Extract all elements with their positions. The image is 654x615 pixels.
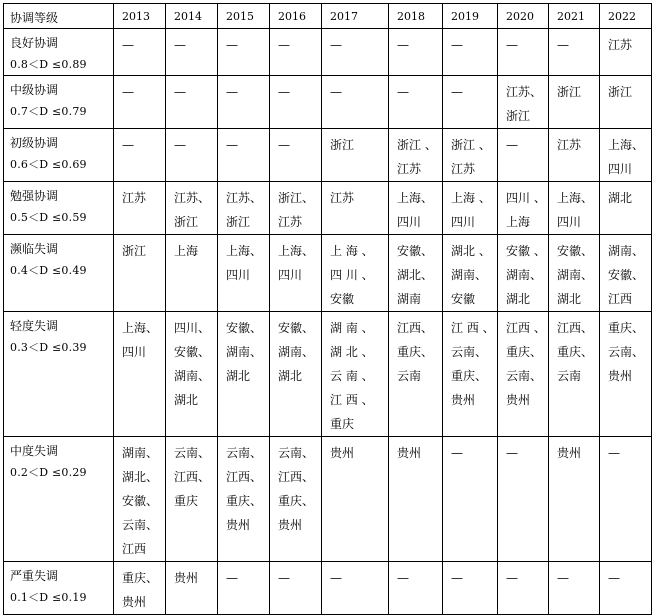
province-cell [114, 129, 166, 182]
province-entry: 安徽、 [226, 321, 263, 335]
province-cell [443, 129, 498, 182]
province-entry: 江苏 [122, 191, 147, 205]
province-entry: — [278, 571, 290, 585]
province-entry: — [330, 38, 342, 52]
province-entry: 江西、 [278, 470, 315, 484]
province-cell [270, 437, 322, 562]
province-entry: 贵州 [608, 369, 633, 383]
province-cell [270, 129, 322, 182]
province-cell [443, 235, 498, 312]
province-cell [498, 76, 549, 129]
province-entry: 湖北 [557, 292, 582, 306]
province-cell [270, 76, 322, 129]
province-cell [218, 29, 270, 76]
province-entry: — [557, 38, 569, 52]
level-name: 初级协调 [10, 136, 59, 150]
province-entry: 重庆、 [557, 345, 594, 359]
year-header: 2013 [114, 4, 166, 29]
province-entry: 江苏 [278, 215, 303, 229]
province-entry: 上海、 [278, 244, 315, 258]
province-cell [166, 562, 218, 615]
province-cell [549, 182, 600, 235]
province-entry: 湖 北 、 [330, 345, 374, 359]
table-row [4, 312, 652, 437]
province-cell [600, 76, 652, 129]
province-entry: 上 海 、 [330, 244, 374, 258]
province-cell [166, 29, 218, 76]
level-range: 0.8＜D ≤0.89 [10, 58, 87, 71]
province-entry: — [278, 138, 290, 152]
province-cell [114, 437, 166, 562]
province-entry: 湖北 [506, 292, 531, 306]
province-cell [549, 437, 600, 562]
province-entry: 江西 [608, 292, 633, 306]
province-entry: — [278, 38, 290, 52]
province-cell [114, 76, 166, 129]
province-cell [166, 437, 218, 562]
province-entry: — [226, 138, 238, 152]
province-cell [322, 76, 389, 129]
province-cell [549, 235, 600, 312]
province-entry: 四 川 、 [330, 268, 374, 282]
province-cell [443, 182, 498, 235]
header-row [4, 4, 652, 29]
province-cell [218, 129, 270, 182]
province-entry: — [506, 138, 518, 152]
province-cell [600, 182, 652, 235]
province-cell [218, 235, 270, 312]
province-cell [498, 312, 549, 437]
table-row [4, 29, 652, 76]
province-cell [389, 129, 443, 182]
table-row [4, 437, 652, 562]
province-entry: 江苏 [557, 138, 582, 152]
province-entry: 上海、 [226, 244, 263, 258]
province-entry: — [122, 138, 134, 152]
province-entry: — [122, 85, 134, 99]
province-cell [322, 235, 389, 312]
province-entry: — [174, 38, 186, 52]
level-cell [4, 312, 114, 437]
province-entry: 浙江 [174, 215, 199, 229]
province-entry: 四川 [278, 268, 303, 282]
table-body [4, 29, 652, 615]
province-entry: 湖南、 [278, 345, 315, 359]
province-entry: 湖南、 [451, 268, 488, 282]
province-cell [389, 182, 443, 235]
province-entry: 云南、 [174, 446, 211, 460]
province-entry: 四川 [608, 162, 633, 176]
province-cell [322, 562, 389, 615]
province-cell [389, 562, 443, 615]
province-cell [270, 29, 322, 76]
level-range: 0.1＜D ≤0.19 [10, 591, 87, 604]
province-entry: 浙江 [557, 85, 582, 99]
table-row [4, 129, 652, 182]
province-entry: — [330, 85, 342, 99]
province-entry: 湖南、 [608, 244, 645, 258]
province-cell [166, 312, 218, 437]
province-entry: 重庆、 [226, 494, 263, 508]
level-cell [4, 29, 114, 76]
province-cell [322, 312, 389, 437]
province-entry: 贵州 [397, 446, 422, 460]
province-entry: 上海、 [122, 321, 159, 335]
province-entry: 上海 [506, 215, 531, 229]
province-entry: 重庆 [174, 494, 199, 508]
province-entry: — [608, 446, 620, 460]
province-entry: 湖北 、 [451, 244, 491, 258]
province-entry: — [451, 571, 463, 585]
province-cell [498, 129, 549, 182]
province-entry: 湖北、 [397, 268, 434, 282]
province-entry: 贵州 [557, 446, 582, 460]
coordination-level-table [3, 3, 652, 615]
province-cell [498, 29, 549, 76]
province-cell [498, 235, 549, 312]
province-entry: 贵州 [506, 393, 531, 407]
level-name: 勉强协调 [10, 189, 59, 203]
province-entry: 重庆、 [608, 321, 645, 335]
province-entry: 安徽 [451, 292, 476, 306]
province-cell [389, 437, 443, 562]
province-entry: 江苏、 [174, 191, 211, 205]
province-entry: — [122, 38, 134, 52]
province-cell [389, 235, 443, 312]
province-cell [270, 235, 322, 312]
table-row [4, 235, 652, 312]
province-cell [114, 312, 166, 437]
province-entry: — [226, 38, 238, 52]
province-cell [322, 437, 389, 562]
province-entry: 上海 、 [451, 191, 491, 205]
level-range: 0.4＜D ≤0.49 [10, 264, 87, 277]
level-range: 0.5＜D ≤0.59 [10, 211, 87, 224]
province-cell [166, 182, 218, 235]
province-entry: 浙江 [608, 85, 633, 99]
year-header: 2016 [270, 4, 322, 29]
level-cell [4, 129, 114, 182]
province-cell [270, 312, 322, 437]
province-entry: — [506, 38, 518, 52]
year-header: 2020 [498, 4, 549, 29]
level-cell [4, 235, 114, 312]
province-entry: — [451, 38, 463, 52]
province-cell [498, 437, 549, 562]
province-entry: 湖南、 [557, 268, 594, 282]
province-entry: 云南、 [608, 345, 645, 359]
corner-label: 协调等级 [10, 10, 59, 25]
province-entry: 四川 [397, 215, 422, 229]
province-entry: 江苏 [330, 191, 355, 205]
province-entry: 云南、 [506, 369, 543, 383]
province-entry: 四川 、 [506, 191, 546, 205]
province-entry: 江苏、 [226, 191, 263, 205]
province-entry: 浙江 [122, 244, 147, 258]
province-entry: 贵州 [278, 518, 303, 532]
province-entry: 浙江 [226, 215, 251, 229]
level-name: 良好协调 [10, 36, 59, 50]
province-cell [443, 76, 498, 129]
province-cell [218, 562, 270, 615]
province-cell [498, 562, 549, 615]
province-entry: 江西、 [557, 321, 594, 335]
province-entry: 安徽 [330, 292, 355, 306]
province-entry: 重庆、 [451, 369, 488, 383]
province-entry: 安徽 、 [506, 244, 546, 258]
province-entry: 湖南 [397, 292, 422, 306]
province-cell [549, 562, 600, 615]
province-entry: 安徽、 [608, 268, 645, 282]
province-entry: 贵州 [451, 393, 476, 407]
province-entry: 江西 、 [506, 321, 546, 335]
province-entry: 湖北 [226, 369, 251, 383]
level-name: 濒临失调 [10, 242, 59, 256]
province-cell [322, 182, 389, 235]
province-entry: 江苏 [608, 38, 633, 52]
province-entry: — [506, 446, 518, 460]
province-entry: — [608, 571, 620, 585]
province-entry: 浙江 [506, 109, 531, 123]
province-cell [600, 235, 652, 312]
province-entry: 安徽、 [557, 244, 594, 258]
province-entry: — [174, 138, 186, 152]
province-entry: 云南、 [226, 446, 263, 460]
corner-header [4, 4, 114, 29]
province-entry: 云南、 [122, 518, 159, 532]
province-entry: 贵州 [226, 518, 251, 532]
province-cell [218, 182, 270, 235]
province-entry: — [506, 571, 518, 585]
province-cell [600, 562, 652, 615]
year-header: 2022 [600, 4, 652, 29]
province-cell [549, 29, 600, 76]
level-cell [4, 437, 114, 562]
province-entry: 安徽、 [397, 244, 434, 258]
province-entry: 云南 [557, 369, 582, 383]
province-entry: 浙江、 [278, 191, 315, 205]
province-entry: 贵州 [330, 446, 355, 460]
province-cell [218, 76, 270, 129]
province-entry: 江西、 [174, 470, 211, 484]
province-cell [166, 235, 218, 312]
province-entry: 江西、 [226, 470, 263, 484]
province-entry: 重庆、 [122, 571, 159, 585]
province-entry: 湖南、 [122, 446, 159, 460]
level-range: 0.7＜D ≤0.79 [10, 105, 87, 118]
province-cell [270, 562, 322, 615]
province-entry: 云南 [397, 369, 422, 383]
province-entry: 江苏 [451, 162, 476, 176]
province-entry: 浙江 [330, 138, 355, 152]
province-entry: 上海、 [608, 138, 645, 152]
province-cell [443, 312, 498, 437]
province-entry: 贵州 [174, 571, 199, 585]
province-entry: — [557, 571, 569, 585]
province-entry: 上海 [174, 244, 199, 258]
province-cell [166, 129, 218, 182]
province-cell [114, 29, 166, 76]
province-entry: 江西、 [397, 321, 434, 335]
province-cell [600, 29, 652, 76]
province-cell [443, 29, 498, 76]
province-entry: 重庆 [330, 417, 355, 431]
province-entry: 安徽、 [278, 321, 315, 335]
province-entry: 江西 [122, 542, 147, 556]
province-entry: — [397, 85, 409, 99]
province-entry: 湖北 [608, 191, 633, 205]
province-entry: 江苏、 [506, 85, 543, 99]
province-entry: 湖南、 [174, 369, 211, 383]
province-cell [600, 437, 652, 562]
province-cell [218, 312, 270, 437]
province-entry: 云南、 [451, 345, 488, 359]
province-cell [322, 29, 389, 76]
province-entry: 重庆、 [397, 345, 434, 359]
province-entry: 湖南、 [226, 345, 263, 359]
province-entry: — [397, 38, 409, 52]
table-row [4, 76, 652, 129]
province-entry: — [330, 571, 342, 585]
level-range: 0.2＜D ≤0.29 [10, 466, 87, 479]
province-cell [549, 312, 600, 437]
level-cell [4, 562, 114, 615]
table-row [4, 182, 652, 235]
province-cell [549, 76, 600, 129]
province-entry: 重庆、 [278, 494, 315, 508]
year-header: 2018 [389, 4, 443, 29]
year-header: 2014 [166, 4, 218, 29]
province-cell [443, 437, 498, 562]
province-entry: 四川 [122, 345, 147, 359]
province-entry: 湖北 [174, 393, 199, 407]
province-cell [549, 129, 600, 182]
level-name: 中度失调 [10, 444, 59, 458]
year-header: 2015 [218, 4, 270, 29]
province-entry: 江 西 、 [451, 321, 495, 335]
province-entry: 上海、 [397, 191, 434, 205]
province-cell [218, 437, 270, 562]
level-cell [4, 76, 114, 129]
province-entry: 湖南、 [506, 268, 543, 282]
table-row [4, 562, 652, 615]
province-entry: 江苏 [397, 162, 422, 176]
year-header: 2017 [322, 4, 389, 29]
province-entry: — [226, 85, 238, 99]
province-entry: 安徽、 [174, 345, 211, 359]
province-entry: 上海、 [557, 191, 594, 205]
province-entry: — [451, 85, 463, 99]
province-cell [600, 312, 652, 437]
province-cell [270, 182, 322, 235]
province-entry: 湖 南 、 [330, 321, 374, 335]
province-cell [498, 182, 549, 235]
province-entry: 浙江 、 [397, 138, 437, 152]
province-entry: 湖北、 [122, 470, 159, 484]
province-entry: — [226, 571, 238, 585]
province-cell [114, 235, 166, 312]
level-name: 严重失调 [10, 569, 59, 583]
province-entry: 重庆、 [506, 345, 543, 359]
province-entry: — [451, 446, 463, 460]
province-entry: 四川 [557, 215, 582, 229]
province-cell [166, 76, 218, 129]
province-cell [600, 129, 652, 182]
province-cell [114, 182, 166, 235]
province-entry: 云南、 [278, 446, 315, 460]
province-entry: 四川 [226, 268, 251, 282]
province-entry: 四川 [451, 215, 476, 229]
province-entry: — [174, 85, 186, 99]
province-entry: — [278, 85, 290, 99]
level-range: 0.6＜D ≤0.69 [10, 158, 87, 171]
year-header: 2019 [443, 4, 498, 29]
province-entry: 四川、 [174, 321, 211, 335]
province-cell [389, 312, 443, 437]
province-cell [389, 29, 443, 76]
province-cell [322, 129, 389, 182]
province-entry: 贵州 [122, 595, 147, 609]
province-entry: 安徽、 [122, 494, 159, 508]
province-entry: — [397, 571, 409, 585]
province-cell [389, 76, 443, 129]
year-header: 2021 [549, 4, 600, 29]
province-entry: 江 西 、 [330, 393, 374, 407]
level-cell [4, 182, 114, 235]
province-entry: 云 南 、 [330, 369, 374, 383]
level-name: 中级协调 [10, 83, 59, 97]
level-range: 0.3＜D ≤0.39 [10, 341, 87, 354]
province-cell [114, 562, 166, 615]
province-entry: 浙江 、 [451, 138, 491, 152]
level-name: 轻度失调 [10, 319, 59, 333]
province-entry: 湖北 [278, 369, 303, 383]
province-cell [443, 562, 498, 615]
